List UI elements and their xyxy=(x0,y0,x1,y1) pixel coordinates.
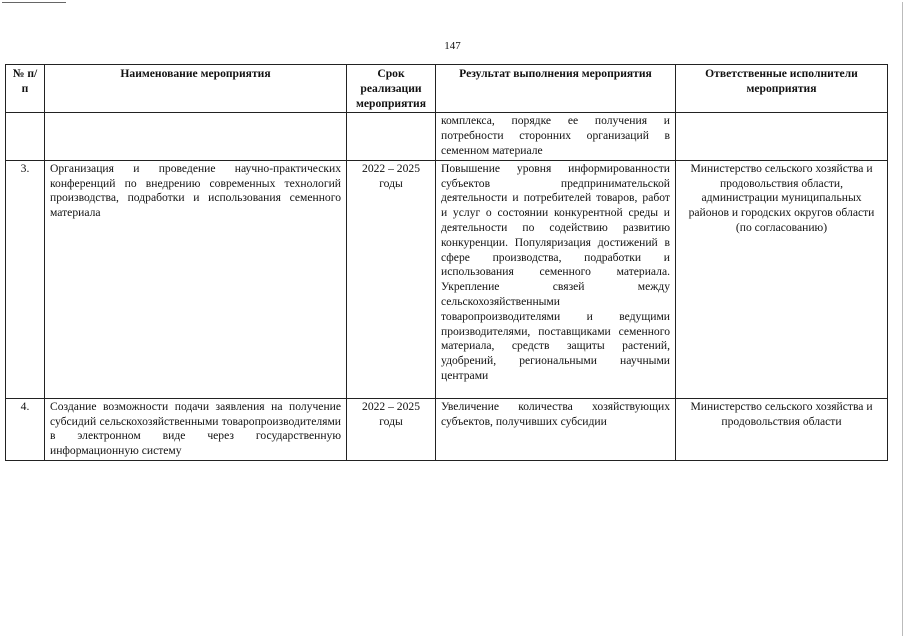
cell-num xyxy=(6,113,45,160)
header-name: Наименование мероприятия xyxy=(45,65,347,113)
right-scan-edge xyxy=(902,2,903,636)
table-header-row xyxy=(6,65,888,113)
page-number: 147 xyxy=(444,40,461,52)
cell-num: 3. xyxy=(6,160,45,398)
cell-result: комплекса, порядке ее получения и потребности сторонних организаций в семенном материале xyxy=(436,113,676,160)
cell-name: Организация и проведение научно-практических конференций по внедрению современных технологий производства, подработки и использования семенного материала xyxy=(45,160,347,398)
table-row xyxy=(6,160,888,398)
header-responsible: Ответственные исполнители мероприятия xyxy=(676,65,888,113)
top-scan-line xyxy=(2,2,66,3)
cell-responsible xyxy=(676,113,888,160)
header-num: № п/п xyxy=(6,65,45,113)
cell-responsible: Министерство сельского хозяйства и продовольствия области xyxy=(676,398,888,460)
cell-num: 4. xyxy=(6,398,45,460)
header-result: Результат выполнения мероприятия xyxy=(436,65,676,113)
cell-name: Создание возможности подачи заявления на получение субсидий сельскохозяйственными товаропроизводителями в электронном виде через государственную информационную систему xyxy=(45,398,347,460)
cell-name xyxy=(45,113,347,160)
cell-term xyxy=(347,113,436,160)
table-row xyxy=(6,398,888,460)
measures-table xyxy=(5,64,888,461)
header-term: Срок реализации мероприятия xyxy=(347,65,436,113)
cell-result: Увеличение количества хозяйствующих субъектов, получивших субсидии xyxy=(436,398,676,460)
cell-term: 2022 – 2025 годы xyxy=(347,160,436,398)
cell-term: 2022 – 2025 годы xyxy=(347,398,436,460)
table-row xyxy=(6,113,888,160)
cell-responsible: Министерство сельского хозяйства и продовольствия области, администрации муниципальных районов и городских округов области (по согласованию) xyxy=(676,160,888,398)
cell-result: Повышение уровня информированности субъектов предпринимательской деятельности и потребителей товаров, работ и услуг о состоянии конкурентной среды и деятельности по содействию развитию конкуренции. Популяризация достижений в сфере производства, подработки и использования семенного материала. Укрепление связей между сельскохозяйственными товаропроизводителями и ведущими производителями, поставщиками семенного материала, средств защиты растений, удобрений, региональными научными центрами xyxy=(436,160,676,398)
